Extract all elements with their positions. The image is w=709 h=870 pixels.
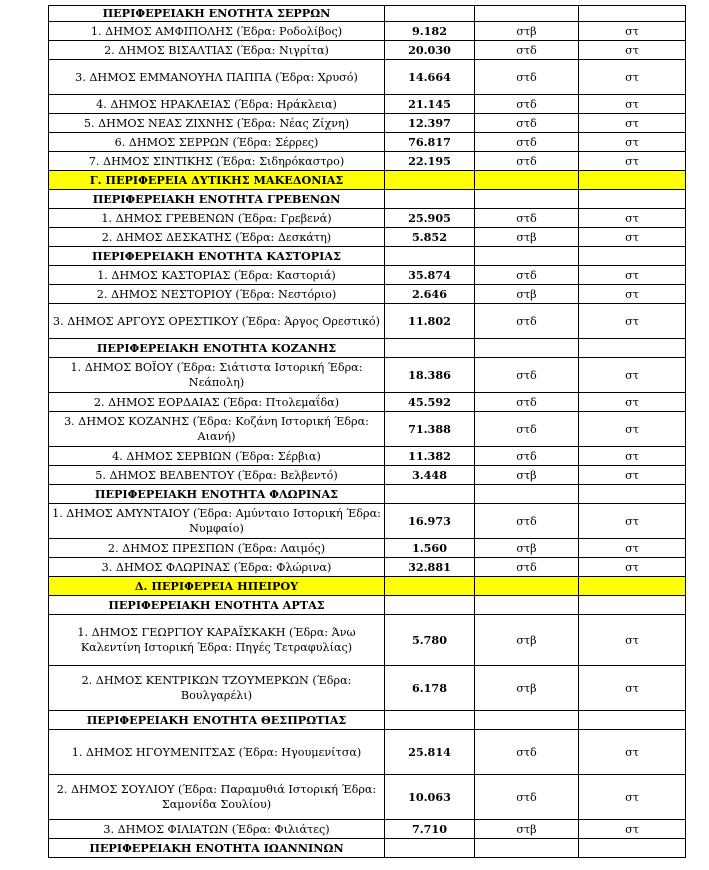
municipality-row bbox=[49, 285, 686, 304]
population-cell: 16.973 bbox=[385, 504, 475, 539]
municipality-name-cell: ΠΕΡΙΦΕΡΕΙΑΚΗ ΕΝΟΤΗΤΑ ΚΑΣΤΟΡΙΑΣ bbox=[49, 247, 385, 266]
type-cell: στ bbox=[579, 447, 686, 466]
population-cell: 10.063 bbox=[385, 775, 475, 820]
population-cell bbox=[385, 839, 475, 858]
population-cell: 14.664 bbox=[385, 60, 475, 95]
type-cell: στ bbox=[579, 775, 686, 820]
municipality-name-cell: 1. ΔΗΜΟΣ ΑΜΥΝΤΑΙΟΥ (Έδρα: Αμύνταιο Ιστορική Έδρα: Νυμφαίο) bbox=[49, 504, 385, 539]
municipality-row bbox=[49, 209, 686, 228]
municipality-row bbox=[49, 114, 686, 133]
municipality-name-cell: 3. ΔΗΜΟΣ ΕΜΜΑΝΟΥΗΛ ΠΑΠΠΑ (Έδρα: Χρυσό) bbox=[49, 60, 385, 95]
region-header-row bbox=[49, 171, 686, 190]
type-cell: στ bbox=[579, 820, 686, 839]
population-cell bbox=[385, 247, 475, 266]
population-cell: 3.448 bbox=[385, 466, 475, 485]
type-cell: στ bbox=[579, 228, 686, 247]
municipality-row bbox=[49, 393, 686, 412]
category-cell bbox=[475, 171, 579, 190]
municipality-name-cell: 6. ΔΗΜΟΣ ΣΕΡΡΩΝ (Έδρα: Σέρρες) bbox=[49, 133, 385, 152]
population-cell: 12.397 bbox=[385, 114, 475, 133]
type-cell: στ bbox=[579, 539, 686, 558]
category-cell bbox=[475, 596, 579, 615]
municipality-name-cell: 2. ΔΗΜΟΣ ΣΟΥΛΙΟΥ (Έδρα: Παραμυθιά Ιστορική Έδρα: Σαμονίδα Σουλίου) bbox=[49, 775, 385, 820]
population-cell bbox=[385, 711, 475, 730]
category-cell: στδ bbox=[475, 95, 579, 114]
type-cell: στ bbox=[579, 615, 686, 666]
type-cell: στ bbox=[579, 22, 686, 41]
category-cell: στβ bbox=[475, 539, 579, 558]
category-cell: στβ bbox=[475, 228, 579, 247]
population-cell: 2.646 bbox=[385, 285, 475, 304]
population-cell: 18.386 bbox=[385, 358, 475, 393]
population-cell: 25.905 bbox=[385, 209, 475, 228]
type-cell: στ bbox=[579, 41, 686, 60]
type-cell: στ bbox=[579, 133, 686, 152]
municipality-name-cell: ΠΕΡΙΦΕΡΕΙΑΚΗ ΕΝΟΤΗΤΑ ΓΡΕΒΕΝΩΝ bbox=[49, 190, 385, 209]
category-cell: στδ bbox=[475, 412, 579, 447]
municipality-name-cell: 2. ΔΗΜΟΣ ΔΕΣΚΑΤΗΣ (Έδρα: Δεσκάτη) bbox=[49, 228, 385, 247]
municipality-row bbox=[49, 730, 686, 775]
municipality-row bbox=[49, 228, 686, 247]
category-cell bbox=[475, 839, 579, 858]
type-cell: στ bbox=[579, 152, 686, 171]
municipality-name-cell: ΠΕΡΙΦΕΡΕΙΑΚΗ ΕΝΟΤΗΤΑ ΙΩΑΝΝΙΝΩΝ bbox=[49, 839, 385, 858]
category-cell: στβ bbox=[475, 820, 579, 839]
population-cell: 5.780 bbox=[385, 615, 475, 666]
municipality-name-cell: ΠΕΡΙΦΕΡΕΙΑΚΗ ΕΝΟΤΗΤΑ ΑΡΤΑΣ bbox=[49, 596, 385, 615]
municipality-row bbox=[49, 412, 686, 447]
category-cell: στδ bbox=[475, 41, 579, 60]
category-cell: στδ bbox=[475, 152, 579, 171]
population-cell bbox=[385, 485, 475, 504]
type-cell bbox=[579, 485, 686, 504]
category-cell: στδ bbox=[475, 114, 579, 133]
municipality-name-cell: 4. ΔΗΜΟΣ ΗΡΑΚΛΕΙΑΣ (Έδρα: Ηράκλεια) bbox=[49, 95, 385, 114]
regional-unit-row bbox=[49, 6, 686, 22]
municipality-name-cell: ΠΕΡΙΦΕΡΕΙΑΚΗ ΕΝΟΤΗΤΑ ΚΟΖΑΝΗΣ bbox=[49, 339, 385, 358]
type-cell: στ bbox=[579, 504, 686, 539]
population-cell bbox=[385, 596, 475, 615]
category-cell: στδ bbox=[475, 730, 579, 775]
municipality-row bbox=[49, 266, 686, 285]
municipality-name-cell: 1. ΔΗΜΟΣ ΓΡΕΒΕΝΩΝ (Έδρα: Γρεβενά) bbox=[49, 209, 385, 228]
category-cell: στβ bbox=[475, 615, 579, 666]
type-cell bbox=[579, 596, 686, 615]
category-cell: στδ bbox=[475, 504, 579, 539]
type-cell bbox=[579, 6, 686, 22]
municipality-row bbox=[49, 358, 686, 393]
population-cell bbox=[385, 577, 475, 596]
municipality-name-cell: 3. ΔΗΜΟΣ ΚΟΖΑΝΗΣ (Έδρα: Κοζάνη Ιστορική Έδρα: Αιανή) bbox=[49, 412, 385, 447]
population-cell: 71.388 bbox=[385, 412, 475, 447]
type-cell bbox=[579, 577, 686, 596]
municipality-name-cell: 2. ΔΗΜΟΣ ΝΕΣΤΟΡΙΟΥ (Έδρα: Νεστόριο) bbox=[49, 285, 385, 304]
municipality-row bbox=[49, 539, 686, 558]
population-cell: 7.710 bbox=[385, 820, 475, 839]
category-cell: στδ bbox=[475, 266, 579, 285]
type-cell: στ bbox=[579, 558, 686, 577]
municipality-row bbox=[49, 95, 686, 114]
municipality-row bbox=[49, 304, 686, 339]
municipality-row bbox=[49, 615, 686, 666]
population-cell bbox=[385, 6, 475, 22]
municipality-name-cell: 1. ΔΗΜΟΣ ΗΓΟΥΜΕΝΙΤΣΑΣ (Έδρα: Ηγουμενίτσα) bbox=[49, 730, 385, 775]
type-cell bbox=[579, 171, 686, 190]
type-cell: στ bbox=[579, 393, 686, 412]
type-cell bbox=[579, 711, 686, 730]
regional-unit-row bbox=[49, 596, 686, 615]
type-cell bbox=[579, 839, 686, 858]
category-cell bbox=[475, 577, 579, 596]
municipality-name-cell: 1. ΔΗΜΟΣ ΑΜΦΙΠΟΛΗΣ (Έδρα: Ροδολίβος) bbox=[49, 22, 385, 41]
type-cell: στ bbox=[579, 95, 686, 114]
category-cell: στδ bbox=[475, 393, 579, 412]
type-cell bbox=[579, 190, 686, 209]
type-cell bbox=[579, 339, 686, 358]
population-cell: 9.182 bbox=[385, 22, 475, 41]
municipality-name-cell: 2. ΔΗΜΟΣ ΒΙΣΑΛΤΙΑΣ (Έδρα: Νιγρίτα) bbox=[49, 41, 385, 60]
category-cell: στδ bbox=[475, 60, 579, 95]
municipality-name-cell: 5. ΔΗΜΟΣ ΝΕΑΣ ΖΙΧΝΗΣ (Έδρα: Νέας Ζίχνη) bbox=[49, 114, 385, 133]
municipality-row bbox=[49, 666, 686, 711]
population-cell bbox=[385, 339, 475, 358]
category-cell: στδ bbox=[475, 358, 579, 393]
type-cell: στ bbox=[579, 266, 686, 285]
category-cell: στβ bbox=[475, 22, 579, 41]
municipality-name-cell: 1. ΔΗΜΟΣ ΚΑΣΤΟΡΙΑΣ (Έδρα: Καστοριά) bbox=[49, 266, 385, 285]
municipality-row bbox=[49, 558, 686, 577]
population-cell: 20.030 bbox=[385, 41, 475, 60]
population-cell: 32.881 bbox=[385, 558, 475, 577]
municipality-name-cell: ΠΕΡΙΦΕΡΕΙΑΚΗ ΕΝΟΤΗΤΑ ΣΕΡΡΩΝ bbox=[49, 6, 385, 22]
type-cell: στ bbox=[579, 466, 686, 485]
municipality-row bbox=[49, 466, 686, 485]
category-cell: στβ bbox=[475, 285, 579, 304]
regional-unit-row bbox=[49, 711, 686, 730]
municipality-name-cell: Δ. ΠΕΡΙΦΕΡΕΙΑ ΗΠΕΙΡΟΥ bbox=[49, 577, 385, 596]
municipality-name-cell: 2. ΔΗΜΟΣ ΕΟΡΔΑΙΑΣ (Έδρα: Πτολεμαΐδα) bbox=[49, 393, 385, 412]
municipality-name-cell: 1. ΔΗΜΟΣ ΒΟΪΟΥ (Έδρα: Σιάτιστα Ιστορική Έδρα: Νεάπολη) bbox=[49, 358, 385, 393]
population-cell: 5.852 bbox=[385, 228, 475, 247]
regional-unit-row bbox=[49, 485, 686, 504]
population-cell: 6.178 bbox=[385, 666, 475, 711]
category-cell: στβ bbox=[475, 666, 579, 711]
population-cell: 1.560 bbox=[385, 539, 475, 558]
regional-unit-row bbox=[49, 247, 686, 266]
category-cell bbox=[475, 711, 579, 730]
type-cell: στ bbox=[579, 114, 686, 133]
category-cell: στβ bbox=[475, 466, 579, 485]
population-cell: 11.802 bbox=[385, 304, 475, 339]
municipality-name-cell: ΠΕΡΙΦΕΡΕΙΑΚΗ ΕΝΟΤΗΤΑ ΦΛΩΡΙΝΑΣ bbox=[49, 485, 385, 504]
category-cell bbox=[475, 485, 579, 504]
type-cell: στ bbox=[579, 730, 686, 775]
type-cell: στ bbox=[579, 209, 686, 228]
category-cell: στδ bbox=[475, 775, 579, 820]
municipality-name-cell: 1. ΔΗΜΟΣ ΓΕΩΡΓΙΟΥ ΚΑΡΑΪΣΚΑΚΗ (Έδρα: Άνω Καλεντίνη Ιστορική Έδρα: Πηγές Τετραφυλίας) bbox=[49, 615, 385, 666]
category-cell bbox=[475, 339, 579, 358]
municipality-row bbox=[49, 133, 686, 152]
municipality-name-cell: 2. ΔΗΜΟΣ ΚΕΝΤΡΙΚΩΝ ΤΖΟΥΜΕΡΚΩΝ (Έδρα: Βουλγαρέλι) bbox=[49, 666, 385, 711]
category-cell bbox=[475, 6, 579, 22]
type-cell: στ bbox=[579, 412, 686, 447]
population-cell: 11.382 bbox=[385, 447, 475, 466]
type-cell: στ bbox=[579, 60, 686, 95]
regional-unit-row bbox=[49, 190, 686, 209]
municipality-name-cell: 3. ΔΗΜΟΣ ΦΙΛΙΑΤΩΝ (Έδρα: Φιλιάτες) bbox=[49, 820, 385, 839]
municipality-row bbox=[49, 41, 686, 60]
regional-unit-row bbox=[49, 339, 686, 358]
municipalities-table bbox=[48, 5, 686, 858]
category-cell bbox=[475, 190, 579, 209]
municipality-row bbox=[49, 152, 686, 171]
population-cell: 35.874 bbox=[385, 266, 475, 285]
municipality-row bbox=[49, 504, 686, 539]
type-cell: στ bbox=[579, 358, 686, 393]
population-cell: 25.814 bbox=[385, 730, 475, 775]
category-cell: στδ bbox=[475, 304, 579, 339]
population-cell: 45.592 bbox=[385, 393, 475, 412]
category-cell bbox=[475, 247, 579, 266]
type-cell: στ bbox=[579, 304, 686, 339]
category-cell: στδ bbox=[475, 133, 579, 152]
population-cell: 21.145 bbox=[385, 95, 475, 114]
municipality-row bbox=[49, 775, 686, 820]
region-header-row bbox=[49, 577, 686, 596]
category-cell: στδ bbox=[475, 447, 579, 466]
type-cell: στ bbox=[579, 285, 686, 304]
municipality-name-cell: 4. ΔΗΜΟΣ ΣΕΡΒΙΩΝ (Έδρα: Σέρβια) bbox=[49, 447, 385, 466]
type-cell bbox=[579, 247, 686, 266]
municipality-name-cell: 7. ΔΗΜΟΣ ΣΙΝΤΙΚΗΣ (Έδρα: Σιδηρόκαστρο) bbox=[49, 152, 385, 171]
municipality-name-cell: 5. ΔΗΜΟΣ ΒΕΛΒΕΝΤΟΥ (Έδρα: Βελβεντό) bbox=[49, 466, 385, 485]
type-cell: στ bbox=[579, 666, 686, 711]
municipality-row bbox=[49, 22, 686, 41]
category-cell: στδ bbox=[475, 209, 579, 228]
municipality-name-cell: ΠΕΡΙΦΕΡΕΙΑΚΗ ΕΝΟΤΗΤΑ ΘΕΣΠΡΩΤΙΑΣ bbox=[49, 711, 385, 730]
table-body bbox=[49, 6, 686, 858]
municipality-row bbox=[49, 60, 686, 95]
category-cell: στδ bbox=[475, 558, 579, 577]
municipality-name-cell: 3. ΔΗΜΟΣ ΦΛΩΡΙΝΑΣ (Έδρα: Φλώρινα) bbox=[49, 558, 385, 577]
municipality-row bbox=[49, 820, 686, 839]
population-cell bbox=[385, 190, 475, 209]
municipality-name-cell: 2. ΔΗΜΟΣ ΠΡΕΣΠΩΝ (Έδρα: Λαιμός) bbox=[49, 539, 385, 558]
population-cell bbox=[385, 171, 475, 190]
municipality-name-cell: Γ. ΠΕΡΙΦΕΡΕΙΑ ΔΥΤΙΚΗΣ ΜΑΚΕΔΟΝΙΑΣ bbox=[49, 171, 385, 190]
municipality-name-cell: 3. ΔΗΜΟΣ ΑΡΓΟΥΣ ΟΡΕΣΤΙΚΟΥ (Έδρα: Άργος Ορεστικό) bbox=[49, 304, 385, 339]
population-cell: 22.195 bbox=[385, 152, 475, 171]
municipality-row bbox=[49, 447, 686, 466]
population-cell: 76.817 bbox=[385, 133, 475, 152]
regional-unit-row bbox=[49, 839, 686, 858]
